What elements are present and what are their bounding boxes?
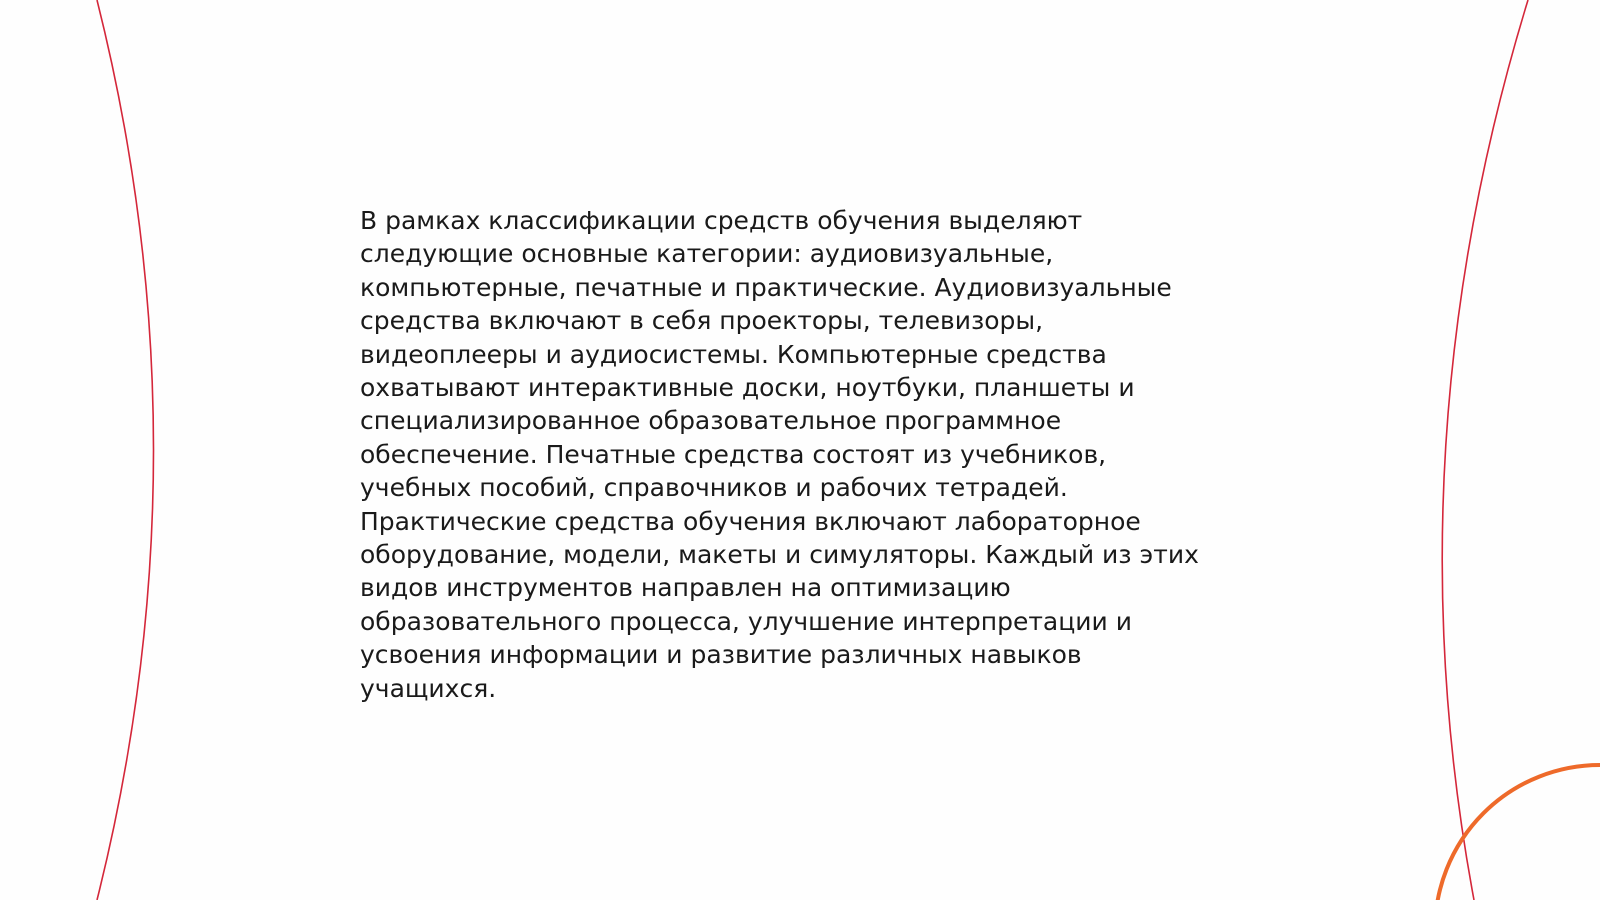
right-decorative-curve [1442, 0, 1528, 900]
orange-decorative-circle [1435, 765, 1600, 900]
slide-body-text: В рамках классификации средств обучения выделяют следующие основные категории: аудиовизуальные, компьютерные, печатные и практические. Аудиовизуальные средства включают в себя проекторы, телевизоры, видеоплееры и аудиосистемы. Компьютерные средства охватывают интерактивные доски, ноутбуки, планшеты и специализированное образовательное программное обеспечение. Печатные средства состоят из учебников, учебных пособий, справочников и рабочих тетрадей. Практические средства обучения включают лабораторное оборудование, модели, макеты и симуляторы. Каждый из этих видов инструментов направлен на оптимизацию образовательного процесса, улучшение интерпретации и усвоения информации и развитие различных навыков учащихся. [360, 206, 1199, 703]
left-decorative-curve [97, 0, 154, 900]
